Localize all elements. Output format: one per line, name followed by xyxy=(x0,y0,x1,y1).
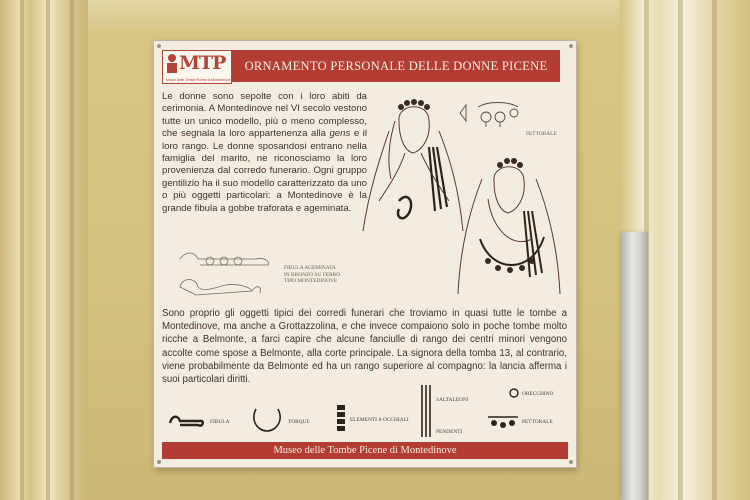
saltaleoni-icon xyxy=(418,383,434,439)
legend-saltaleoni: SALTALEONI xyxy=(436,397,469,403)
logo-subtitle: Museo delle Tombe Picene di Montedinove xyxy=(166,78,231,82)
intro-text: Le donne sono sepolte con i loro abiti da cerimonia. A Montedinove nel VI secolo vestono tutte un unico modello, più o meno complesso, che segnala la loro appartenenza alla gens e il loro rango. Le donne sposandosi entrano nella famiglia del marito, ne riconosciamo la loro provenienza dal corredo funerario. Ogni gruppo gentilizio ha il suo modello caratterizzato da uno o più oggetti particolari: a Montedinove è la grande fibula a gobbe traforata e ageminata. xyxy=(162,91,367,214)
body-text: Sono proprio gli oggetti tipici dei corredi funerari che troviamo in quasi tutte le tombe a Montedinove, ma anche a Grottazzolina, e che invece compaiono solo in poche tombe molto ricche a Belmonte, a farci capire che alcune fanciulle di rango dei centri minori vengono accolte come spose a Belmonte, alla corte principale. La signora della tomba 13, al contrario, viene probabilmente da Belmonte ed ha un rango superiore al compagno: la lancia afferma i suoi particolari diritti. xyxy=(162,308,567,386)
info-panel xyxy=(153,40,577,468)
legend-pendenti: PENDENTI xyxy=(436,429,463,435)
fibula-illustration xyxy=(176,247,276,305)
fibula-caption: FIBULA AGEMINATA IN BRONZO SU FERRO TIPO MONTEDINOVE xyxy=(284,265,341,285)
legend-fibula: FIBULA xyxy=(210,419,230,425)
legend-orecchino: ORECCHINO xyxy=(522,391,554,397)
woman-figure-2-illustration xyxy=(452,149,567,299)
orecchino-icon xyxy=(508,387,520,399)
legend-pettorale: PETTORALE xyxy=(522,419,553,425)
pettorale-legend-icon xyxy=(486,411,520,433)
wall-cornice xyxy=(60,0,630,30)
logo-text: MTP xyxy=(179,52,226,74)
elementi-occhiali-icon xyxy=(334,403,348,435)
legend-torque: TORQUE xyxy=(288,419,310,425)
fibula-icon xyxy=(168,413,206,429)
museum-logo xyxy=(162,50,232,84)
pettorale-illustration xyxy=(458,99,538,129)
legend-elementi-occhiali: ELEMENTI A OCCHIALI xyxy=(350,417,409,423)
panel-title: ORNAMENTO PERSONALE DELLE DONNE PICENE xyxy=(232,50,560,82)
left-pilaster xyxy=(0,0,88,500)
torque-icon xyxy=(250,403,284,433)
pettorale-caption: PETTORALE xyxy=(526,131,557,137)
logo-mark-icon xyxy=(165,53,180,75)
metal-post xyxy=(622,232,648,500)
panel-footer: Museo delle Tombe Picene di Montedinove xyxy=(162,442,568,459)
